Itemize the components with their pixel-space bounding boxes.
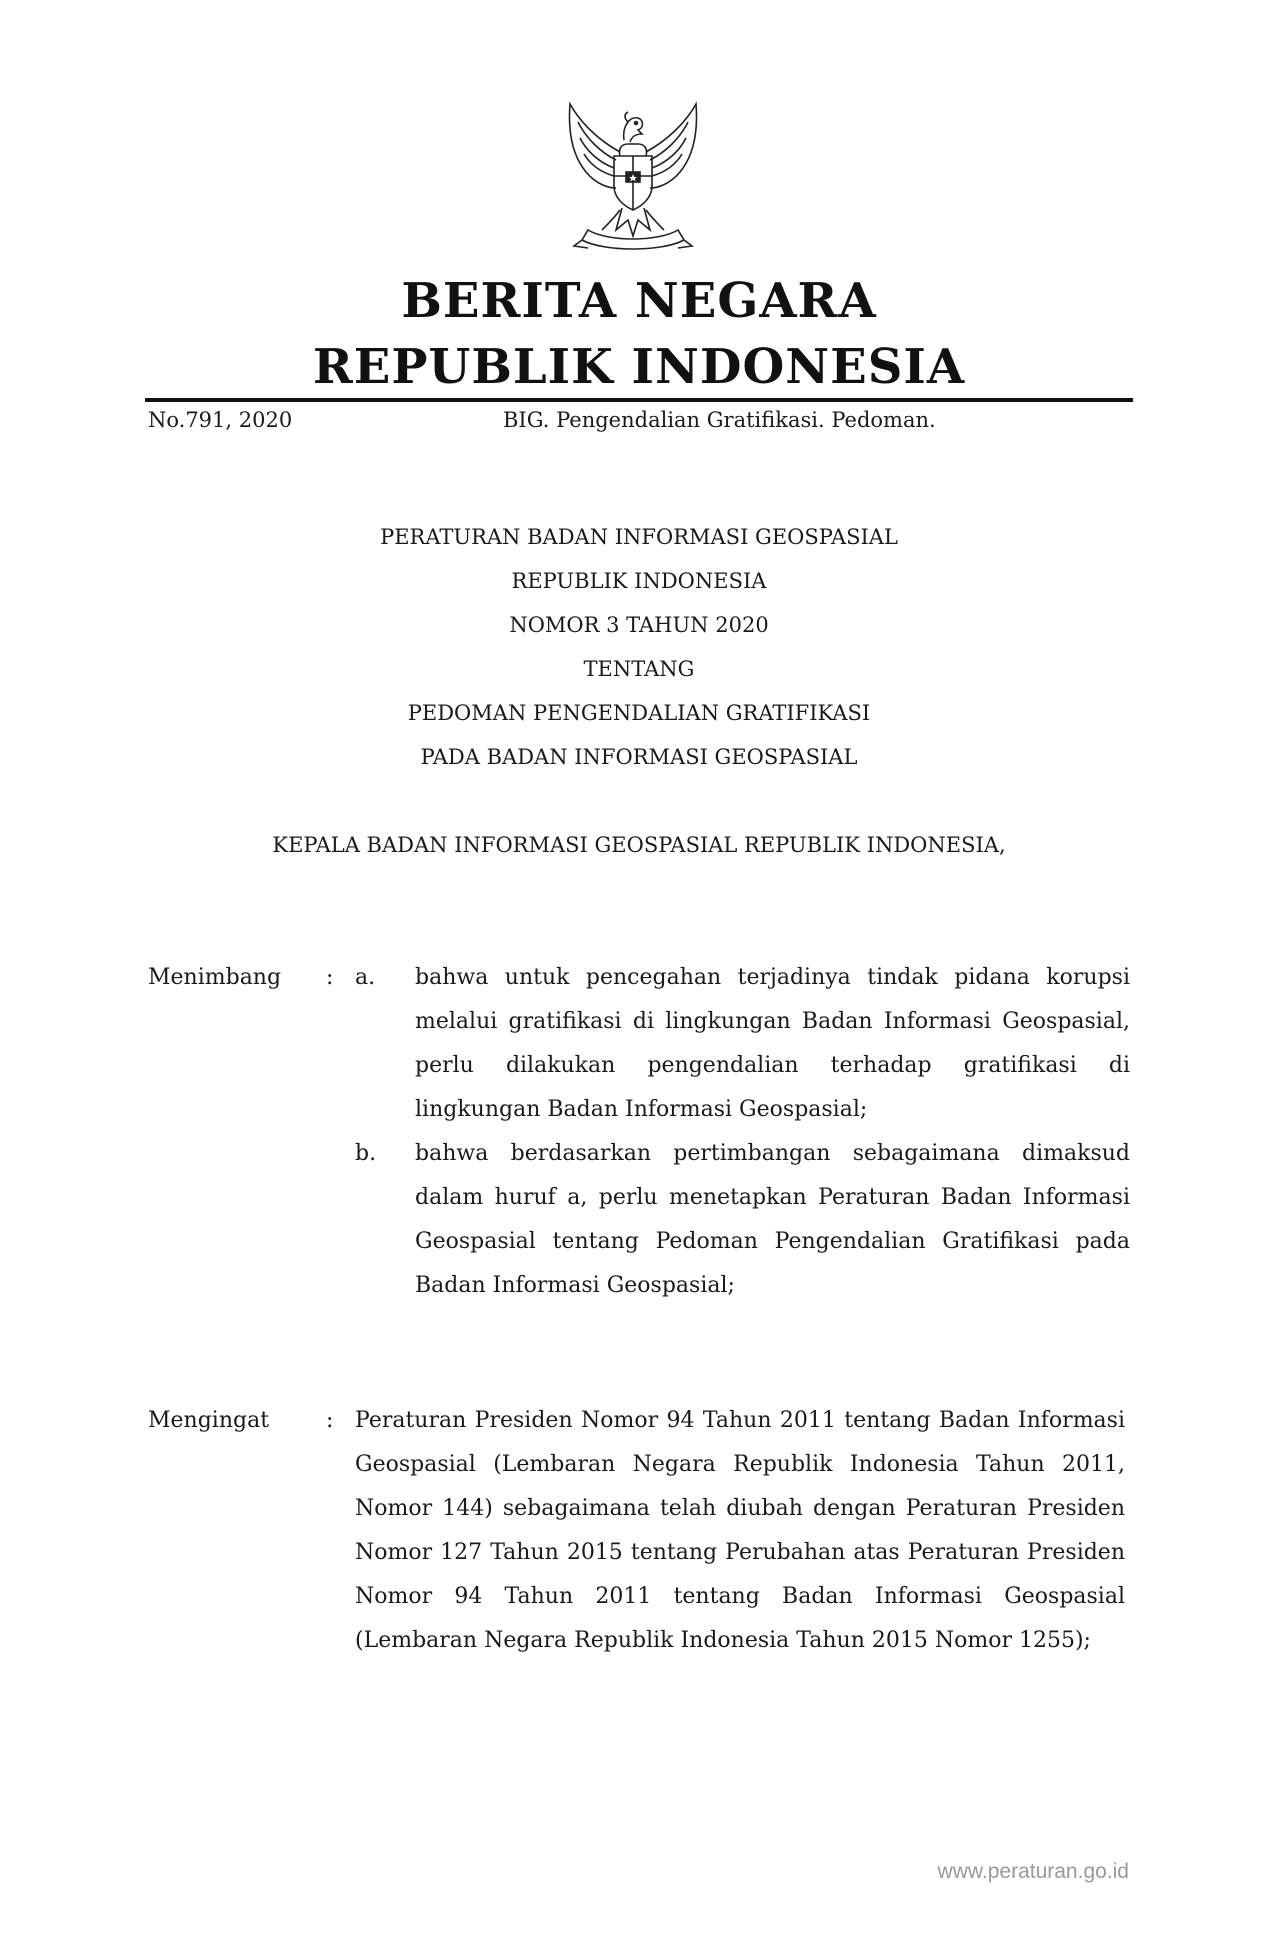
menimbang-paragraph-b: bahwa berdasarkan pertimbangan sebagaimana dimaksud dalam huruf a, perlu menetapkan Peraturan Badan Informasi Geospasial tentang Pedoman Pengendalian Gratifikasi pada Badan Informasi Geospasial; [415,1141,1130,1298]
heading-line: PEDOMAN PENGENDALIAN GRATIFIKASI [407,701,871,725]
garuda-emblem-icon [558,100,708,260]
heading-line: NOMOR 3 TAHUN 2020 [509,613,769,637]
menimbang-letter-b: b. [355,1141,377,1166]
masthead-title: BERITA NEGARA [401,273,877,329]
masthead-subtitle: REPUBLIK INDONESIA [312,339,966,395]
menimbang-letter-a: a. [355,965,376,990]
mengingat-label: Mengingat [148,1408,270,1433]
menimbang-colon: : [326,965,334,990]
heading-line: PADA BADAN INFORMASI GEOSPASIAL [420,745,858,769]
mengingat-colon: : [326,1408,334,1433]
authority-line: KEPALA BADAN INFORMASI GEOSPASIAL REPUBLIK INDONESIA, [272,833,1006,857]
mengingat-paragraph: Peraturan Presiden Nomor 94 Tahun 2011 tentang Badan Informasi Geospasial (Lembaran Negara Republik Indonesia Tahun 2011, Nomor 144) sebagaimana telah diubah dengan Peraturan Presiden Nomor 127 Tahun 2015 tentang Perubahan atas Peraturan Presiden Nomor 94 Tahun 2011 tentang Badan Informasi Geospasial (Lembaran Negara Republik Indonesia Tahun 2015 Nomor 1255); [355,1408,1125,1653]
heading-line: PERATURAN BADAN INFORMASI GEOSPASIAL [380,525,898,549]
heading-line: TENTANG [583,657,695,681]
issue-number: No.791, 2020 [148,408,293,432]
heading-line: REPUBLIK INDONESIA [511,569,767,593]
menimbang-label: Menimbang [148,965,282,990]
footer-website-link[interactable]: www.peraturan.go.id [937,1860,1129,1883]
menimbang-paragraph-a: bahwa untuk pencegahan terjadinya tindak pidana korupsi melalui gratifikasi di lingkungan Badan Informasi Geospasial, perlu dilakukan pengendalian terhadap gratifikasi di lingkungan Badan Informasi Geospasial; [415,965,1130,1122]
issue-subject: BIG. Pengendalian Gratifikasi. Pedoman. [503,408,936,432]
masthead-divider [145,398,1133,402]
